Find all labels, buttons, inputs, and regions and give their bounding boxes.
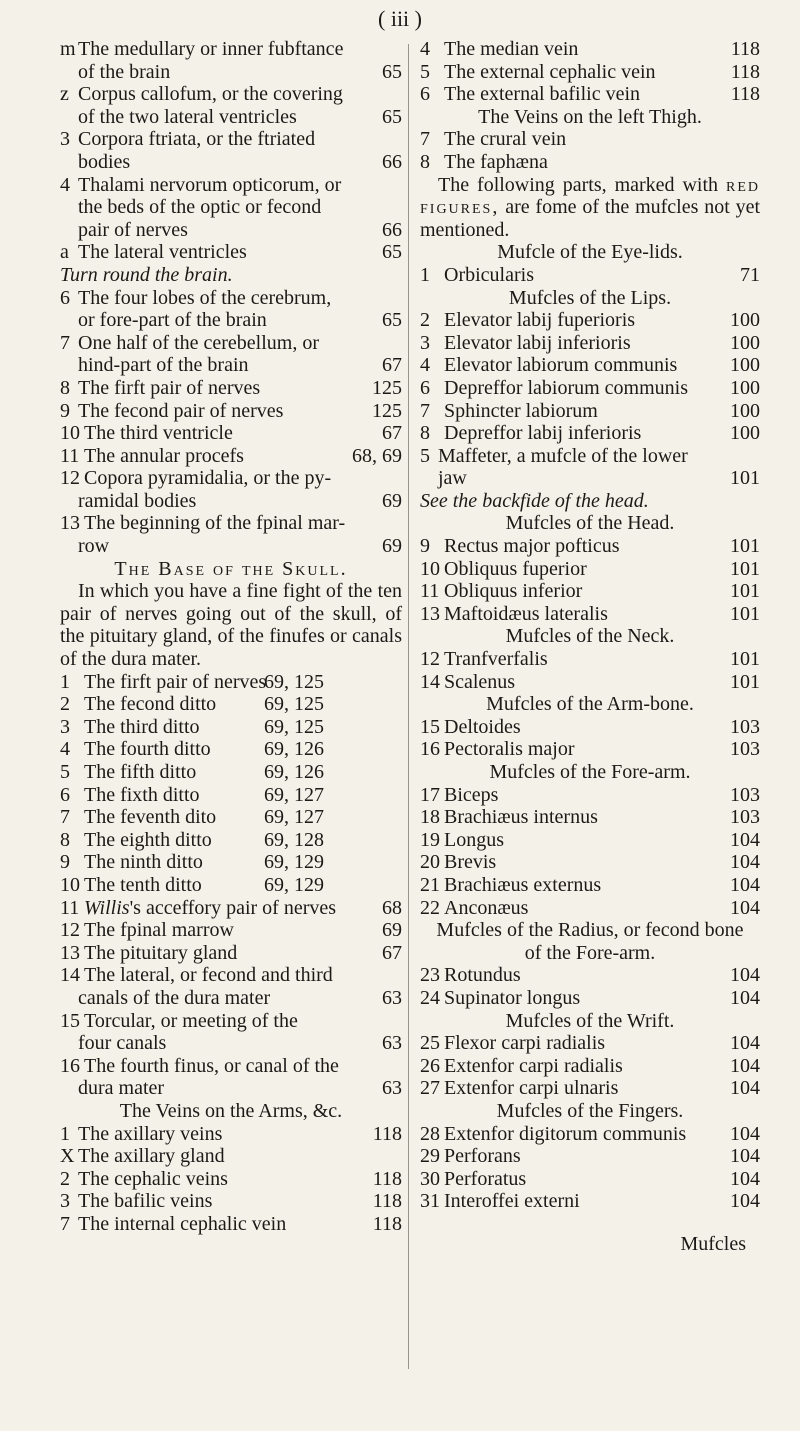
list-item xyxy=(420,874,760,897)
item-text: Interoffei externi xyxy=(444,1190,580,1213)
item-number: 5 xyxy=(420,60,430,83)
item-number: 20 xyxy=(420,851,440,874)
item-page: 69, 129 xyxy=(264,851,324,874)
item-text: The external bafilic vein xyxy=(444,83,641,106)
list-item xyxy=(420,83,760,106)
list-item xyxy=(420,829,760,852)
list-item xyxy=(420,671,760,694)
entry-first-pair: 8 The firft pair of nerves 125 xyxy=(60,376,402,399)
item-number: 29 xyxy=(420,1145,440,1168)
item-page: 100 xyxy=(730,399,760,422)
list-veins-top xyxy=(420,38,760,106)
item-page: 104 xyxy=(730,851,760,874)
list-item xyxy=(420,1190,760,1213)
item-page: 100 xyxy=(730,331,760,354)
list-neck xyxy=(420,648,760,693)
base-description: In which you have a fine fight of the ten pair of nerves going out of the skull, of the pituitary gland, of the finufes or canals of the dura mater. xyxy=(60,580,402,671)
list-item xyxy=(420,897,760,920)
list-item xyxy=(420,580,760,603)
item-number: 2 xyxy=(420,309,430,332)
item-number: 31 xyxy=(420,1190,440,1213)
list-item xyxy=(60,806,402,829)
item-number: X xyxy=(60,1145,75,1168)
section-heading-fingers: Mufcles of the Fingers. xyxy=(496,1099,684,1122)
section-heading-head: Mufcles of the Head. xyxy=(505,512,675,535)
item-page: 104 xyxy=(730,873,760,896)
item-number: 30 xyxy=(420,1167,440,1190)
list-item xyxy=(420,377,760,400)
item-page: 69, 128 xyxy=(264,828,324,851)
section-heading-arm-bone: Mufcles of the Arm-bone. xyxy=(486,693,694,716)
item-page: 69, 125 xyxy=(264,715,324,738)
item-number: 26 xyxy=(420,1054,440,1077)
item-text: Brachiæus externus xyxy=(444,873,602,896)
item-number: 17 xyxy=(420,783,440,806)
item-page: 69, 129 xyxy=(264,873,324,896)
entry-four-lobes: 6 The four lobes of the cerebrum, or fore-part of the brain 65 xyxy=(60,286,402,332)
item-text: Elevator labij inferioris xyxy=(444,331,631,354)
list-item xyxy=(420,648,760,671)
item-number: 2 xyxy=(60,1167,70,1190)
see-backside-note: See the backfide of the head. xyxy=(420,489,649,512)
entry-corpus-callosum: z Corpus callofum, or the covering of the two lateral ventricles 65 xyxy=(60,83,402,128)
catchword: Mufcles xyxy=(680,1232,746,1255)
section-heading-radius-cont: of the Fore-arm. xyxy=(524,941,656,964)
item-page: 103 xyxy=(730,738,760,761)
item-text: Depreffor labiorum communis xyxy=(444,376,689,399)
vein-list xyxy=(60,1123,402,1236)
list-eyelids xyxy=(420,264,760,287)
item-text: Maftoidæus lateralis xyxy=(444,602,608,625)
item-page: 104 xyxy=(730,1122,760,1145)
list-item xyxy=(60,1168,402,1191)
item-text: Tranfverfalis xyxy=(444,648,548,671)
list-item xyxy=(420,851,760,874)
item-page: 100 xyxy=(730,309,760,332)
section-heading-neck: Mufcles of the Neck. xyxy=(505,625,675,648)
item-text: Perforans xyxy=(444,1145,521,1168)
column-divider xyxy=(408,44,409,1369)
item-page: 101 xyxy=(730,557,760,580)
item-page: 69, 127 xyxy=(264,783,324,806)
item-number: 1 xyxy=(60,1122,70,1145)
list-item xyxy=(420,603,760,626)
list-item xyxy=(420,354,760,377)
entry-fourth-sinus: 16 The fourth finus, or canal of the dura mater 63 xyxy=(60,1054,402,1100)
list-item xyxy=(420,1032,760,1055)
list-item xyxy=(420,422,760,445)
item-text: Supinator longus xyxy=(444,986,581,1009)
item-number: 11 xyxy=(420,580,440,603)
item-text: Longus xyxy=(444,828,504,851)
list-lips xyxy=(420,309,760,445)
list-item xyxy=(420,987,760,1010)
item-text: Obliquus inferior xyxy=(444,580,583,603)
list-item xyxy=(420,128,760,151)
item-page: 118 xyxy=(730,38,760,60)
entry-annular-process: 11 The annular procefs 68, 69 xyxy=(60,444,402,467)
list-item xyxy=(420,1123,760,1146)
item-text: Orbicularis xyxy=(444,263,534,286)
item-number: 27 xyxy=(420,1077,440,1100)
entry-willis: 11 Willis's acceffory pair of nerves 68 xyxy=(60,896,402,919)
item-text: Anconæus xyxy=(444,896,529,919)
section-heading-thigh: The Veins on the left Thigh. xyxy=(478,105,702,128)
item-text: The feventh dito xyxy=(84,806,217,829)
item-text: Depreffor labij inferioris xyxy=(444,422,642,445)
item-page: 104 xyxy=(730,986,760,1009)
item-number: 4 xyxy=(420,354,430,377)
section-heading-base: The Base of the Skull. xyxy=(114,557,348,580)
list-item xyxy=(420,332,760,355)
page-folio: ( iii ) xyxy=(378,6,422,31)
item-number: 9 xyxy=(60,851,70,874)
entry-medullary: m The medullary or inner fubftance of the brain 65 xyxy=(60,38,402,83)
item-page: 118 xyxy=(372,1190,402,1213)
right-column xyxy=(420,38,760,1255)
item-text: Elevator labiorum communis xyxy=(444,354,678,377)
list-thigh xyxy=(420,128,760,173)
item-number: 22 xyxy=(420,896,440,919)
list-item xyxy=(420,264,760,287)
item-number: 16 xyxy=(420,738,440,761)
item-text: The axillary veins xyxy=(78,1122,223,1145)
item-page: 104 xyxy=(730,828,760,851)
item-page: 104 xyxy=(730,1054,760,1077)
list-item xyxy=(60,738,402,761)
item-page: 100 xyxy=(730,376,760,399)
section-heading-wrist: Mufcles of the Wrift. xyxy=(505,1009,675,1032)
item-page: 101 xyxy=(730,648,760,671)
item-number: 8 xyxy=(60,828,70,851)
item-text: The bafilic veins xyxy=(78,1190,213,1213)
item-text: The fecond ditto xyxy=(84,693,217,716)
list-item xyxy=(60,829,402,852)
item-page: 118 xyxy=(372,1212,402,1235)
list-head xyxy=(420,535,760,625)
item-page: 104 xyxy=(730,964,760,987)
list-item xyxy=(420,964,760,987)
item-page: 104 xyxy=(730,1167,760,1190)
item-text: Biceps xyxy=(444,783,499,806)
item-text: Obliquus fuperior xyxy=(444,557,587,580)
item-page: 101 xyxy=(730,602,760,625)
list-item xyxy=(420,535,760,558)
item-number: 1 xyxy=(420,263,430,286)
list-fore-arm xyxy=(420,784,760,920)
entry-thalami: 4 Thalami nervorum opticorum, or the beds of the optic or fecond pair of nerves 66 xyxy=(60,173,402,241)
left-column xyxy=(60,38,402,1235)
item-number: 5 xyxy=(60,761,70,783)
item-text: The eighth ditto xyxy=(84,828,212,851)
item-text: The firft pair of nerves xyxy=(84,670,267,693)
item-text: Brevis xyxy=(444,851,497,874)
item-text: Deltoides xyxy=(444,715,521,738)
item-page: 100 xyxy=(730,422,760,445)
entry-lateral-ventricles: a The lateral ventricles 65 xyxy=(60,241,402,264)
item-number: 6 xyxy=(420,83,430,106)
list-item xyxy=(420,738,760,761)
item-number: 1 xyxy=(60,670,70,693)
item-text: The internal cephalic vein xyxy=(78,1212,287,1235)
item-page: 69, 126 xyxy=(264,761,324,783)
list-item xyxy=(420,400,760,423)
list-item xyxy=(60,671,402,694)
item-page: 101 xyxy=(730,580,760,603)
item-number: 14 xyxy=(420,670,440,693)
entry-third-ventricle: 10 The third ventricle 67 xyxy=(60,422,402,445)
item-number: 12 xyxy=(420,648,440,671)
entry-spinal: 12 The fpinal marrow 69 xyxy=(60,919,402,942)
list-item xyxy=(420,784,760,807)
list-wrist xyxy=(420,1032,760,1100)
list-item xyxy=(60,1213,402,1236)
item-number: 9 xyxy=(420,535,430,558)
item-number: 7 xyxy=(60,806,70,829)
item-number: 19 xyxy=(420,828,440,851)
item-text: The tenth ditto xyxy=(84,873,202,896)
section-heading-veins-arms: The Veins on the Arms, &c. xyxy=(119,1099,343,1122)
item-text: The ninth ditto xyxy=(84,851,203,874)
list-item xyxy=(60,1190,402,1213)
section-heading-fore-arm: Mufcles of the Fore-arm. xyxy=(489,761,691,783)
list-arm-bone xyxy=(420,716,760,761)
item-page: 69, 126 xyxy=(264,738,324,761)
item-page: 118 xyxy=(730,60,760,83)
item-text: Scalenus xyxy=(444,670,516,693)
item-number: 21 xyxy=(420,873,440,896)
red-figures-note: The following parts, marked with red figures, are fome of the mufcles not yet mentioned. xyxy=(420,173,761,241)
item-page: 118 xyxy=(372,1167,402,1190)
list-item xyxy=(60,693,402,716)
item-text: The third ditto xyxy=(84,715,200,738)
item-text: The crural vein xyxy=(444,128,567,151)
item-number: 10 xyxy=(60,873,80,896)
item-page: 104 xyxy=(730,1077,760,1100)
item-text: The cephalic veins xyxy=(78,1167,228,1190)
turn-instruction: Turn round the brain. xyxy=(60,263,233,286)
item-text: The external cephalic vein xyxy=(444,60,656,83)
list-item xyxy=(60,1145,402,1168)
item-number: 3 xyxy=(60,1190,70,1213)
item-page: 104 xyxy=(730,1145,760,1168)
item-text: Extenfor carpi radialis xyxy=(444,1054,623,1077)
list-item xyxy=(60,851,402,874)
entry-pyramidal: 12 Copora pyramidalia, or the py- ramidal bodies 69 xyxy=(60,467,402,512)
list-item xyxy=(420,1077,760,1100)
entry-cerebellum: 7 One half of the cerebellum, or hind-part of the brain 67 xyxy=(60,331,402,377)
list-radius xyxy=(420,964,760,1009)
item-number: 25 xyxy=(420,1032,440,1055)
item-page: 104 xyxy=(730,1190,760,1213)
item-text: The faphæna xyxy=(444,150,548,173)
list-item xyxy=(420,1055,760,1078)
item-page: 103 xyxy=(730,783,760,806)
list-item xyxy=(60,1123,402,1146)
item-page: 104 xyxy=(730,896,760,919)
item-number: 8 xyxy=(420,422,430,445)
section-heading-radius: Mufcles of the Radius, or fecond bone xyxy=(436,919,744,942)
list-item xyxy=(420,558,760,581)
item-number: 8 xyxy=(420,150,430,173)
item-text: Sphincter labiorum xyxy=(444,399,598,422)
list-fingers xyxy=(420,1123,760,1213)
item-text: The fixth ditto xyxy=(84,783,200,806)
entry-torcular: 15 Torcular, or meeting of the four canals 63 xyxy=(60,1009,402,1055)
entry-masseter: 5 Maffeter, a mufcle of the lower jaw 101 xyxy=(420,444,760,490)
list-item xyxy=(420,38,760,61)
item-number: 28 xyxy=(420,1122,440,1145)
entry-spinal-marrow: 13 The beginning of the fpinal mar- row 69 xyxy=(60,512,402,558)
item-page: 71 xyxy=(740,263,760,286)
list-item xyxy=(420,716,760,739)
section-heading-lips: Mufcles of the Lips. xyxy=(508,286,672,309)
entry-pituitary: 13 The pituitary gland 67 xyxy=(60,941,402,964)
item-text: Flexor carpi radialis xyxy=(444,1032,606,1055)
item-number: 7 xyxy=(60,1212,70,1235)
item-page: 104 xyxy=(730,1032,760,1055)
list-item xyxy=(420,1168,760,1191)
entry-lateral-canals: 14 The lateral, or fecond and third canals of the dura mater 63 xyxy=(60,964,402,1009)
list-item xyxy=(420,61,760,84)
item-text: The median vein xyxy=(444,38,579,60)
item-page: 69, 125 xyxy=(264,693,324,716)
item-number: 24 xyxy=(420,986,440,1009)
item-text: The axillary gland xyxy=(78,1145,225,1168)
item-text: Rectus major pofticus xyxy=(444,535,620,558)
item-number: 6 xyxy=(60,783,70,806)
list-item xyxy=(60,761,402,784)
list-item xyxy=(60,716,402,739)
item-page: 118 xyxy=(730,83,760,106)
item-page: 103 xyxy=(730,715,760,738)
item-number: 7 xyxy=(420,128,430,151)
item-page: 69, 127 xyxy=(264,806,324,829)
entry-corpora-striata: 3 Corpora ftriata, or the ftriated bodies 66 xyxy=(60,128,402,173)
item-text: Extenfor carpi ulnaris xyxy=(444,1077,619,1100)
list-item xyxy=(60,874,402,897)
item-page: 100 xyxy=(730,354,760,377)
item-page: 101 xyxy=(730,535,760,558)
item-number: 3 xyxy=(420,331,430,354)
item-text: Elevator labij fuperioris xyxy=(444,309,636,332)
item-text: The fourth ditto xyxy=(84,738,211,761)
item-text: Extenfor digitorum communis xyxy=(444,1122,687,1145)
item-number: 4 xyxy=(420,38,430,60)
item-number: 18 xyxy=(420,806,440,829)
item-page: 103 xyxy=(730,806,760,829)
item-text: The fifth ditto xyxy=(84,761,197,783)
item-page: 101 xyxy=(730,670,760,693)
list-item xyxy=(60,784,402,807)
item-number: 6 xyxy=(420,376,430,399)
nerve-list xyxy=(60,671,402,897)
item-number: 23 xyxy=(420,964,440,987)
list-item xyxy=(420,1145,760,1168)
item-number: 13 xyxy=(420,602,440,625)
item-number: 7 xyxy=(420,399,430,422)
item-number: 4 xyxy=(60,738,70,761)
item-text: Perforatus xyxy=(444,1167,527,1190)
item-number: 15 xyxy=(420,715,440,738)
item-page: 118 xyxy=(372,1122,402,1145)
entry-second-pair: 9 The fecond pair of nerves 125 xyxy=(60,399,402,422)
item-text: Brachiæus internus xyxy=(444,806,598,829)
list-item xyxy=(420,309,760,332)
item-number: 2 xyxy=(60,693,70,716)
section-heading-eyelids: Mufcle of the Eye-lids. xyxy=(497,241,683,264)
item-page: 69, 125 xyxy=(264,670,324,693)
item-text: Rotundus xyxy=(444,964,521,987)
item-number: 3 xyxy=(60,715,70,738)
item-text: Pectoralis major xyxy=(444,738,575,761)
list-item xyxy=(420,151,760,174)
item-number: 10 xyxy=(420,557,440,580)
list-item xyxy=(420,806,760,829)
